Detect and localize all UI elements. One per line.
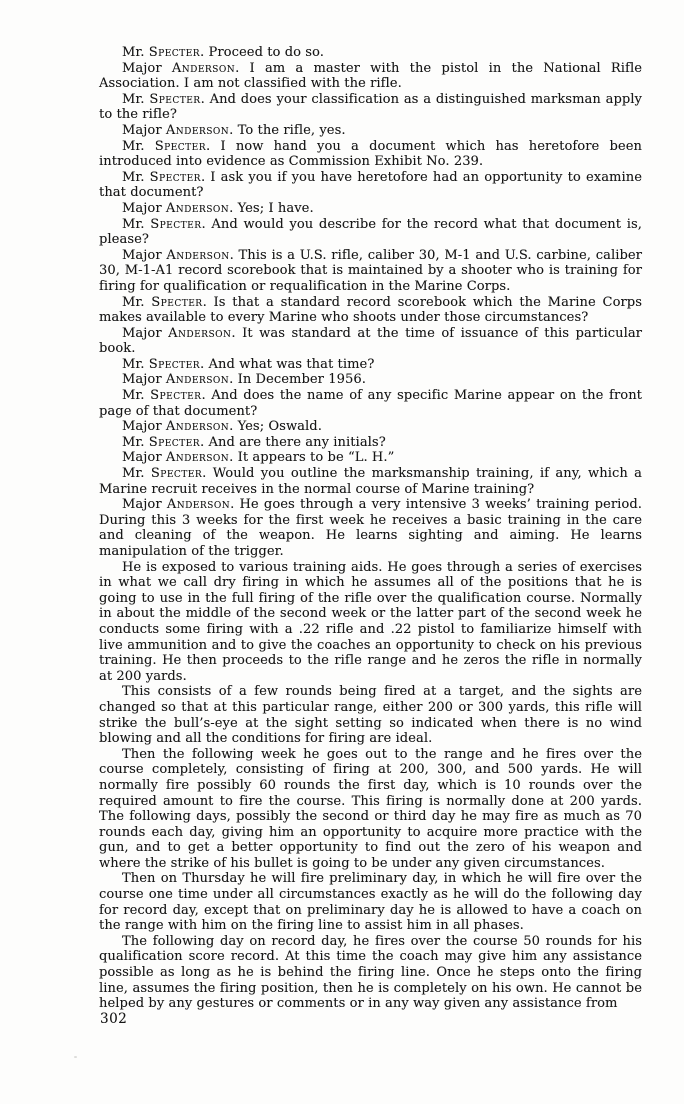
transcript-paragraph: Then the following week he goes out to the range and he fires over the course completely, consisting of firing at 200, 300, and 500 yards. He will normally fire possibly 60 rounds the first day, which is 10 rounds over the required amount to fire the course. This firing is normally done at 200 yards. The following days, possibly the second or third day he may fire as much as 70 rounds each day, giving him an opportunity to acquire more practice with the gun, and to get a better opportunity to find out the zero of his weapon and where the strike of his bullet is going to be under any given circumstances. bbox=[99, 746, 642, 871]
speaker-name: Specter bbox=[149, 169, 201, 185]
speaker-label: Mr. Specter bbox=[122, 169, 201, 185]
speaker-name: Specter bbox=[151, 294, 203, 310]
speaker-label: Mr. Specter bbox=[122, 356, 201, 372]
speaker-name: Specter bbox=[150, 466, 203, 482]
transcript-paragraph: Major Anderson. I am a master with the pistol in the National Rifle Association. I am not classified with the rifle. bbox=[99, 60, 642, 92]
transcript-paragraph: Mr. Specter. And are there any initials? bbox=[122, 434, 386, 450]
transcript-paragraph: Major Anderson. He goes through a very intensive 3 weeks’ training period. During this 3 weeks for the first week he receives a basic training in the care and cleaning of the weapon. He learns sighting and aiming. He learns manipulation of the trigger. bbox=[99, 497, 642, 559]
speaker-label: Mr. Specter bbox=[122, 294, 203, 310]
transcript-paragraph: Major Anderson. To the rifle, yes. bbox=[122, 122, 346, 138]
speaker-name: Anderson bbox=[166, 497, 231, 513]
speaker-name: Specter bbox=[149, 91, 201, 107]
speaker-label: Major Anderson bbox=[122, 200, 230, 216]
speaker-name: Anderson bbox=[168, 325, 232, 341]
speaker-name: Specter bbox=[148, 45, 201, 60]
speaker-label: Mr. Specter bbox=[122, 216, 202, 232]
speaker-name: Specter bbox=[148, 434, 201, 450]
transcript-paragraph: Major Anderson. It was standard at the time of issuance of this particular book. bbox=[99, 325, 642, 357]
speaker-name: Anderson bbox=[165, 122, 230, 138]
transcript-paragraph: Major Anderson. Yes; Oswald. bbox=[122, 419, 322, 435]
speaker-label: Major Anderson bbox=[122, 247, 230, 263]
speaker-name: Anderson bbox=[165, 419, 230, 435]
speaker-label: Mr. Specter bbox=[122, 466, 203, 482]
transcript-paragraph: Mr. Specter. Proceed to do so. bbox=[122, 45, 324, 60]
scan-speck-artifact bbox=[74, 1056, 77, 1058]
speaker-name: Specter bbox=[150, 216, 202, 232]
speaker-label: Mr. Specter bbox=[122, 138, 206, 154]
speaker-label: Mr. Specter bbox=[122, 388, 202, 404]
speaker-label: Major Anderson bbox=[122, 60, 236, 76]
transcript-paragraph: Mr. Specter. I ask you if you have heretofore had an opportunity to examine that document? bbox=[99, 169, 643, 201]
transcript-paragraph: Major Anderson. This is a U.S. rifle, caliber 30, M-1 and U.S. carbine, caliber 30, M-1-A1 record scorebook that is maintained by a shooter who is training for firing for qualification or requalification in the Marine Corps. bbox=[99, 247, 642, 294]
speaker-label: Mr. Specter bbox=[122, 434, 201, 450]
speaker-name: Anderson bbox=[165, 372, 230, 388]
speaker-name: Specter bbox=[154, 138, 206, 154]
transcript-paragraph: Major Anderson. In December 1956. bbox=[122, 372, 366, 388]
speaker-name: Specter bbox=[148, 356, 201, 372]
transcript-paragraph: Mr. Specter. And what was that time? bbox=[122, 356, 375, 372]
transcript-paragraph: He is exposed to various training aids. He goes through a series of exercises in what we call dry firing in which he assumes all of the positions that he is going to use in the full firing of the rifle over the qualification course. Normally in about the middle of the second week or the latter part of the second week he conducts some firing with a .22 rifle and .22 pistol to familiarize himself with live ammunition and to give the coaches an opportunity to check on his previous training. He then proceeds to the rifle range and he zeros the rifle in normally at 200 yards. bbox=[99, 559, 642, 684]
transcript-text-column bbox=[99, 45, 642, 1012]
speaker-name: Anderson bbox=[171, 60, 236, 76]
transcript-paragraph: Major Anderson. It appears to be “L. H.” bbox=[122, 450, 395, 466]
speaker-label: Major Anderson bbox=[122, 325, 232, 341]
speaker-label: Major Anderson bbox=[122, 497, 231, 513]
speaker-label: Mr. Specter bbox=[122, 91, 201, 107]
transcript-paragraph: Mr. Specter. And does the name of any specific Marine appear on the front page of that document? bbox=[99, 388, 643, 419]
page-number: 302 bbox=[100, 1011, 128, 1027]
speaker-label: Major Anderson bbox=[122, 122, 230, 138]
transcript-paragraph: This consists of a few rounds being fired at a target, and the sights are changed so that at this particular range, either 200 or 300 yards, this rifle will strike the bull’s-eye at the sight setting so indicated when there is no wind blowing and all the conditions for firing are ideal. bbox=[99, 684, 642, 747]
speaker-label: Major Anderson bbox=[122, 450, 230, 466]
speaker-label: Mr. Specter bbox=[122, 45, 201, 60]
transcript-paragraph: Then on Thursday he will fire preliminary day, in which he will fire over the course one time under all circumstances exactly as he will do the following day for record day, except that on preliminary day he is allowed to have a coach on the range with him on the firing line to assist him in all phases. bbox=[99, 871, 642, 934]
speaker-label: Major Anderson bbox=[122, 419, 230, 435]
speaker-name: Specter bbox=[150, 388, 202, 404]
speaker-name: Anderson bbox=[166, 247, 230, 263]
transcript-paragraph: The following day on record day, he fires over the course 50 rounds for his qualification score record. At this time the coach may give him any assistance possible as long as he is behind the firing line. Once he steps onto the firing line, assumes the firing position, then he is completely on his own. He cannot be helped by any gestures or comments or in any way given any assistance from bbox=[99, 933, 642, 1012]
speaker-name: Anderson bbox=[165, 200, 230, 216]
transcript-paragraph: Mr. Specter. I now hand you a document which has heretofore been introduced into evidence as Commission Exhibit No. 239. bbox=[99, 138, 642, 170]
transcript-paragraph: Mr. Specter. And would you describe for the record what that document is, please? bbox=[99, 216, 642, 248]
speaker-name: Anderson bbox=[165, 450, 230, 466]
speaker-label: Major Anderson bbox=[122, 372, 230, 388]
transcript-paragraph: Mr. Specter. Would you outline the marksmanship training, if any, which a Marine recruit receives in the normal course of Marine training? bbox=[99, 466, 643, 497]
transcript-paragraph: Mr. Specter. And does your classification as a distinguished marksman apply to the rifle? bbox=[99, 91, 642, 123]
transcript-paragraph: Mr. Specter. Is that a standard record scorebook which the Marine Corps makes available to every Marine who shoots under those circumstances? bbox=[99, 294, 643, 326]
transcript-paragraph: Major Anderson. Yes; I have. bbox=[122, 200, 314, 216]
